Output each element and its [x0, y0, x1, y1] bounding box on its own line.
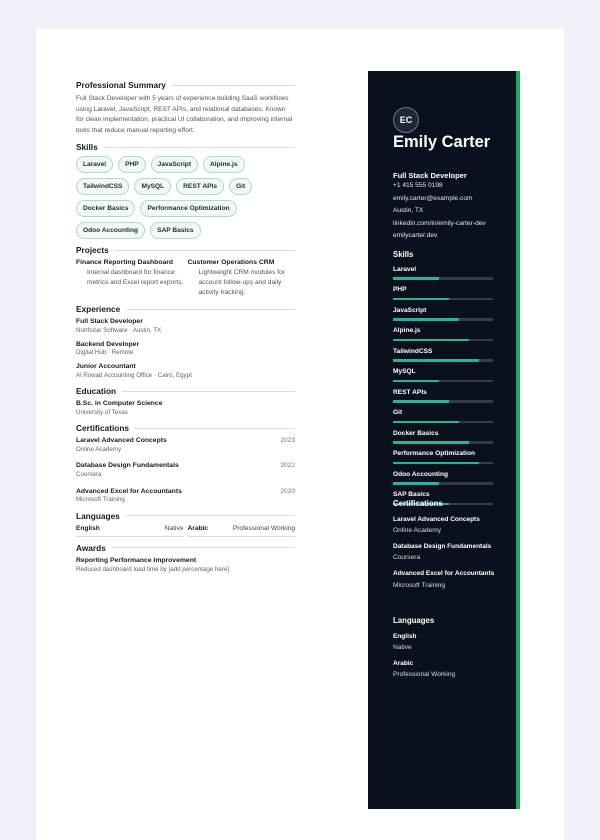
phone: +1 415 555 0198	[393, 182, 443, 189]
sidebar-langs-heading: Languages	[393, 616, 435, 625]
sidebar-lang-level: Native	[393, 644, 412, 652]
cert-title: Database Design Fundamentals	[76, 462, 179, 470]
sidebar-lang-item	[393, 632, 497, 652]
language-name: Arabic	[187, 524, 209, 532]
sidebar-cert-item	[393, 542, 497, 562]
job-company: Al Rowad Accounting Office · Cairo, Egypt	[76, 371, 192, 379]
sidebar-lang-name: English	[393, 633, 417, 640]
skill-level-fill	[393, 277, 439, 280]
divider	[126, 309, 295, 310]
cert-issuer: Microsoft Training	[76, 496, 125, 504]
skill-level-bar	[393, 441, 493, 444]
sidebar-skill-item	[393, 449, 493, 464]
sidebar-skill-name: TailwindCSS	[393, 347, 433, 355]
skill-chip: Git	[229, 178, 252, 195]
avatar: EC	[393, 107, 419, 133]
skill-chips	[76, 156, 295, 239]
job-title: Backend Developer	[76, 340, 140, 348]
language-name: English	[76, 524, 100, 532]
job-title: Full Stack Developer	[76, 318, 143, 326]
project-desc: Internal dashboard for finance metrics and Excel report exports.	[87, 268, 184, 286]
awards-heading-text: Awards	[76, 542, 106, 553]
sidebar-cert-issuer: Coursera	[393, 554, 421, 562]
skill-level-bar	[393, 482, 493, 485]
candidate-name: Emily Carter	[393, 133, 491, 151]
skill-chip: Laravel	[76, 156, 113, 173]
summary-heading-text: Professional Summary	[76, 80, 166, 90]
sidebar-cert-item	[393, 515, 497, 535]
experience-heading-text: Experience	[76, 304, 121, 315]
summary-section	[76, 80, 295, 136]
sidebar-skill-item	[393, 265, 493, 280]
sidebar-skill-name: Odoo Accounting	[393, 470, 449, 478]
skill-level-bar	[393, 298, 493, 301]
divider	[115, 250, 295, 251]
skill-level-bar	[393, 339, 493, 342]
sidebar-lang-level: Professional Working	[393, 671, 456, 679]
project-title: Customer Operations CRM	[187, 259, 275, 266]
location: Austin, TX	[393, 207, 424, 214]
job-title: Junior Accountant	[76, 362, 136, 370]
language-level: Native	[164, 524, 184, 532]
sidebar-skills	[393, 250, 493, 505]
sidebar-cert-title: Laravel Advanced Concepts	[393, 516, 480, 523]
cert-year: 2023	[280, 437, 295, 445]
skill-level-fill	[393, 339, 469, 342]
cert-year: 2020	[280, 487, 295, 495]
sidebar-cert-issuer: Microsoft Training	[393, 581, 446, 589]
divider	[172, 85, 295, 86]
skill-level-fill	[393, 482, 439, 485]
sidebar-skill-item	[393, 388, 493, 403]
skill-chip: PHP	[118, 156, 146, 173]
sidebar-skill-name: PHP	[393, 286, 407, 293]
cert-year: 2022	[280, 462, 295, 470]
sidebar-certifications	[393, 499, 497, 590]
skill-level-fill	[393, 318, 459, 321]
sidebar-skill-item	[393, 306, 493, 321]
sidebar-certs-heading: Certifications	[393, 499, 443, 508]
skill-chip: Performance Optimization	[140, 200, 236, 217]
education-item	[76, 400, 295, 417]
job-company: Northstar Software · Austin, TX	[76, 327, 162, 335]
experience-item	[76, 318, 295, 335]
skill-chip: MySQL	[134, 178, 171, 195]
cert-issuer: Online Academy	[76, 446, 122, 453]
sidebar-skill-name: SAP Basics	[393, 491, 430, 498]
skill-chip: JavaScript	[151, 156, 198, 173]
skill-chip: TailwindCSS	[76, 178, 129, 195]
award-title: Reporting Performance Improvement	[76, 556, 197, 564]
sidebar-skill-item	[393, 429, 493, 444]
award-desc: Reduced dashboard load time by [add percentage here]	[76, 565, 230, 573]
sidebar-skill-name: Docker Basics	[393, 429, 439, 437]
skill-level-bar	[393, 318, 493, 321]
sidebar-skill-name: Alpine.js	[393, 327, 421, 334]
skills-heading-text: Skills	[76, 142, 98, 152]
divider	[112, 547, 295, 548]
certifications-heading	[76, 423, 295, 433]
skill-level-fill	[393, 400, 449, 403]
project-item	[188, 259, 296, 298]
experience-section	[76, 304, 295, 380]
skill-level-fill	[393, 298, 449, 301]
certification-item	[76, 437, 295, 454]
skill-level-fill	[393, 441, 469, 444]
skill-chip: Odoo Accounting	[76, 222, 145, 239]
cert-title: Laravel Advanced Concepts	[76, 437, 167, 445]
projects-heading	[76, 245, 295, 255]
project-title: Finance Reporting Dashboard	[76, 259, 174, 266]
experience-heading	[76, 304, 295, 314]
awards-heading	[76, 543, 295, 553]
sidebar-skill-name: Git	[393, 409, 403, 416]
sidebar-skill-item	[393, 470, 493, 485]
sidebar-languages	[393, 616, 497, 679]
skill-level-bar	[393, 421, 493, 424]
skills-section	[76, 142, 295, 239]
summary-heading	[76, 80, 295, 90]
project-desc: Lightweight CRM modules for account follow-ups and daily activity tracking.	[198, 268, 285, 297]
email: emily.carter@example.com	[393, 194, 473, 202]
divider	[122, 391, 295, 392]
sidebar-skill-name: MySQL	[393, 368, 416, 375]
skill-level-bar	[393, 400, 493, 403]
education-heading	[76, 386, 295, 396]
skill-level-fill	[393, 380, 439, 383]
skill-level-bar	[393, 359, 493, 362]
skill-level-fill	[393, 359, 479, 362]
certifications-heading-text: Certifications	[76, 423, 130, 434]
linkedin: linkedin.com/in/emily-carter-dev	[393, 219, 486, 227]
language-level: Professional Working	[232, 524, 295, 532]
sidebar-skills-heading: Skills	[393, 250, 414, 259]
sidebar-skill-item	[393, 347, 493, 362]
cert-issuer: Coursera	[76, 471, 102, 479]
skill-chip: SAP Basics	[150, 222, 201, 239]
sidebar-cert-title: Advanced Excel for Accountants	[393, 570, 495, 578]
sidebar-skill-item	[393, 285, 493, 300]
sidebar-cert-issuer: Online Academy	[393, 527, 442, 535]
skill-chip: Alpine.js	[203, 156, 244, 173]
sidebar-skill-item	[393, 367, 493, 382]
skill-chip: Docker Basics	[76, 200, 135, 217]
experience-item	[76, 363, 295, 380]
project-item	[76, 259, 184, 298]
projects-heading-text: Projects	[76, 245, 109, 255]
sidebar-cert-item	[393, 569, 497, 589]
sidebar-skill-name: JavaScript	[393, 306, 427, 314]
education-section	[76, 386, 295, 417]
sidebar-cert-title: Database Design Fundamentals	[393, 543, 492, 551]
awards-section	[76, 543, 295, 574]
sidebar	[368, 71, 520, 809]
education-heading-text: Education	[76, 386, 117, 396]
sidebar-skill-name: Performance Optimization	[393, 450, 476, 457]
sidebar-skill-name: Laravel	[393, 265, 417, 273]
main-column	[76, 80, 295, 580]
sidebar-skill-item	[393, 326, 493, 341]
degree: B.Sc. in Computer Science	[76, 400, 163, 407]
skill-level-fill	[393, 462, 479, 465]
language-item	[188, 525, 296, 537]
sidebar-lang-item	[393, 659, 497, 679]
certification-item	[76, 488, 295, 505]
candidate-role: Full Stack Developer	[393, 171, 467, 180]
job-company: Digital Hub · Remote	[76, 349, 134, 357]
school: University of Texas	[76, 408, 128, 416]
sidebar-skill-item	[393, 408, 493, 423]
languages-section	[76, 511, 295, 537]
skill-chip: REST APIs	[176, 178, 224, 195]
website: emilycarter.dev	[393, 232, 438, 239]
summary-text: Full Stack Developer with 5 years of experience building SaaS workflows using Laravel, JavaScript, REST APIs, and relational databases. Known for clean implementation, practical UI collaboration, and improving internal tools that reduce manual reporting effort.	[76, 95, 293, 134]
languages-heading	[76, 511, 295, 521]
projects-section	[76, 245, 295, 298]
skill-level-bar	[393, 462, 493, 465]
sidebar-lang-name: Arabic	[393, 660, 414, 668]
certifications-section	[76, 423, 295, 505]
languages-heading-text: Languages	[76, 510, 120, 521]
divider	[135, 428, 295, 429]
contact-info	[393, 181, 497, 241]
divider	[126, 515, 295, 516]
divider	[104, 147, 295, 148]
cert-title: Advanced Excel for Accountants	[76, 487, 182, 495]
certification-item	[76, 462, 295, 479]
experience-item	[76, 341, 295, 358]
skill-level-bar	[393, 277, 493, 280]
skill-level-bar	[393, 380, 493, 383]
skill-level-fill	[393, 421, 459, 424]
sidebar-skill-name: REST APIs	[393, 388, 427, 396]
skills-heading	[76, 142, 295, 152]
language-item	[76, 525, 184, 537]
